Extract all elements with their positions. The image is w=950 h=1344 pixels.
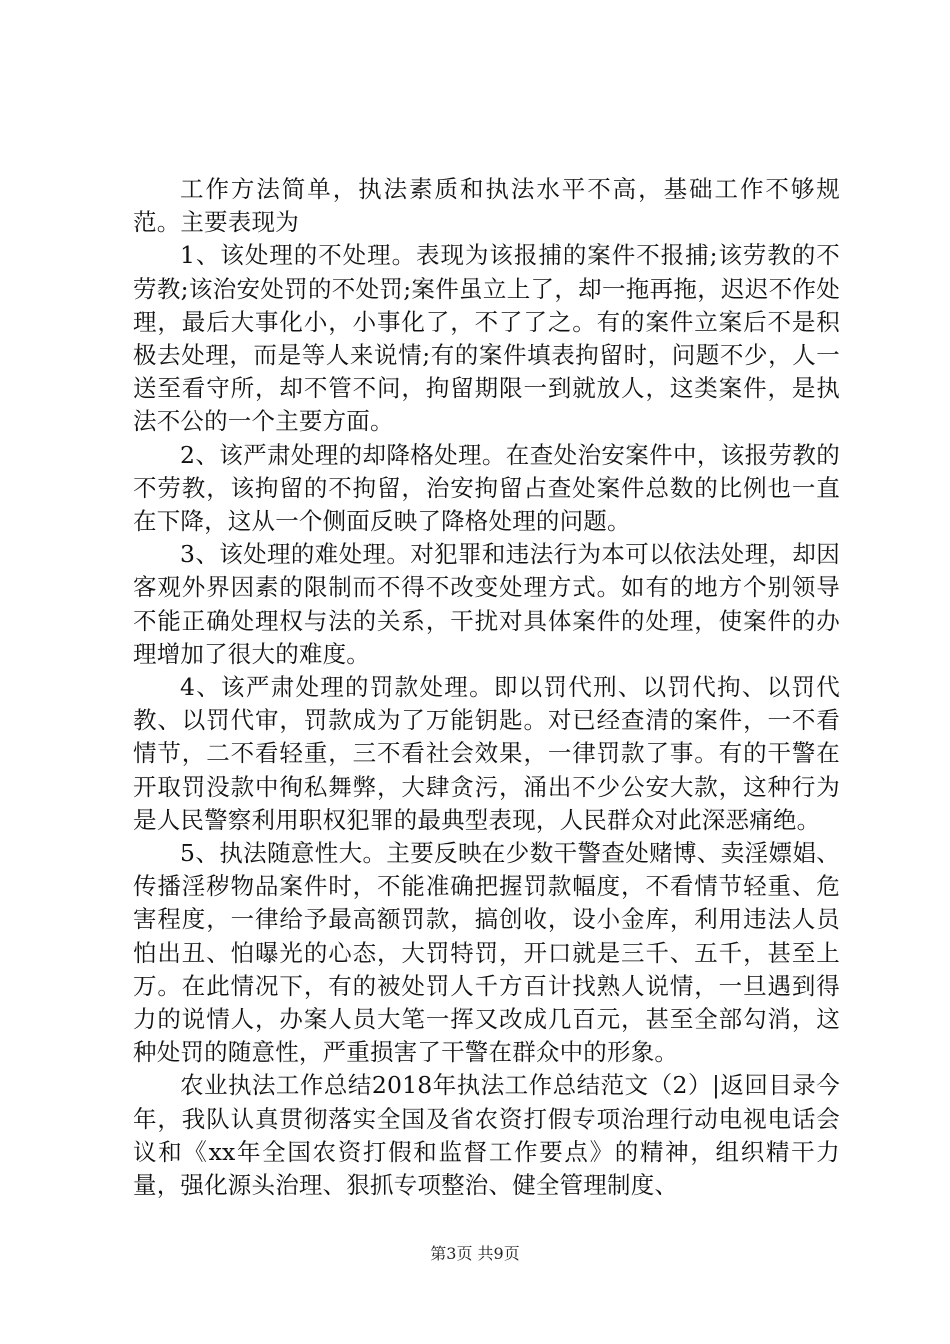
paragraph-intro: 工作方法简单，执法素质和执法水平不高，基础工作不够规范。主要表现为 bbox=[133, 175, 840, 237]
page-number-footer: 第3页 共9页 bbox=[430, 1244, 520, 1263]
paragraph-item-3: 3、该处理的难处理。对犯罪和违法行为本可以依法处理，却因客观外界因素的限制而不得不改变处理方式。如有的地方个别领导不能正确处理权与法的关系，干扰对具体案件的处理，使案件的办理增加了很大的难度。 bbox=[133, 540, 840, 668]
document-body bbox=[133, 173, 840, 1202]
paragraph-item-1: 1、该处理的不处理。表现为该报捕的案件不报捕;该劳教的不劳教;该治安处罚的不处罚;案件虽立上了，却一拖再拖，迟迟不作处理，最后大事化小，小事化了，不了了之。有的案件立案后不是积极去处理，而是等人来说情;有的案件填表拘留时，问题不少，人一送至看守所，却不管不问，拘留期限一到就放人，这类案件，是执法不公的一个主要方面。 bbox=[133, 241, 840, 436]
paragraph-item-2: 2、该严肃处理的却降格处理。在查处治安案件中，该报劳教的不劳教，该拘留的不拘留，治安拘留占查处案件总数的比例也一直在下降，这从一个侧面反映了降格处理的问题。 bbox=[133, 440, 840, 536]
paragraph-item-4: 4、该严肃处理的罚款处理。即以罚代刑、以罚代拘、以罚代教、以罚代审，罚款成为了万能钥匙。对已经查清的案件，一不看情节，二不看轻重，三不看社会效果，一律罚款了事。有的干警在开取罚没款中徇私舞弊，大肆贪污，涌出不少公安大款，这种行为是人民警察利用职权犯罪的最典型表现，人民群众对此深恶痛绝。 bbox=[133, 673, 840, 834]
paragraph-next-section: 农业执法工作总结2018年执法工作总结范文（2）|返回目录今年，我队认真贯彻落实全国及省农资打假专项治理行动电视电话会议和《xx年全国农资打假和监督工作要点》的精神，组织精干力量，强化源头治理、狠抓专项整治、健全管理制度、 bbox=[133, 1071, 840, 1200]
paragraph-item-5: 5、执法随意性大。主要反映在少数干警查处赌博、卖淫嫖娼、传播淫秽物品案件时，不能准确把握罚款幅度，不看情节轻重、危害程度，一律给予最高额罚款，搞创收，设小金库，利用违法人员怕出丑、怕曝光的心态，大罚特罚，开口就是三千、五千，甚至上万。在此情况下，有的被处罚人千方百计找熟人说情，一旦遇到得力的说情人，办案人员大笔一挥又改成几百元，甚至全部勾消，这种处罚的随意性，严重损害了干警在群众中的形象。 bbox=[133, 839, 840, 1067]
